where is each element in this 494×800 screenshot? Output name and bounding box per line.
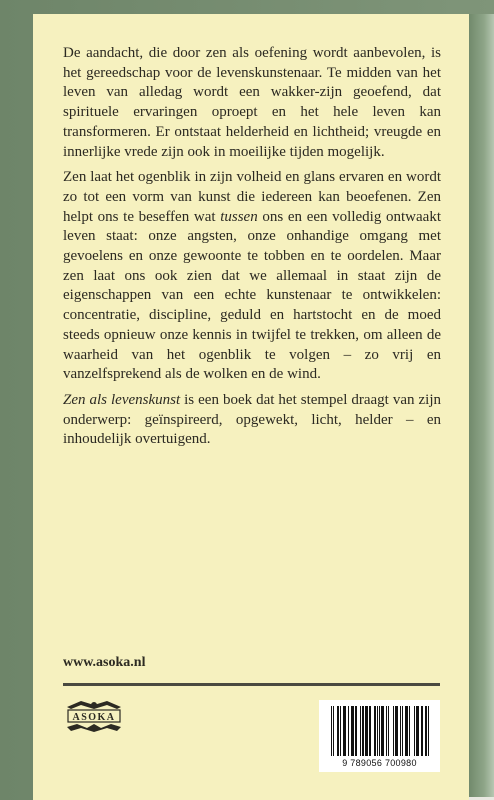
barcode-bar (365, 706, 366, 756)
barcode-bar (352, 706, 353, 756)
barcode-bar (344, 706, 345, 756)
isbn-barcode (319, 700, 440, 772)
divider-rule (63, 683, 440, 686)
barcode-bar (379, 706, 380, 756)
barcode-bar (353, 706, 354, 756)
barcode-bar (362, 706, 363, 756)
publisher-logo (63, 697, 125, 735)
barcode-bar (370, 706, 371, 756)
barcode-bar (351, 706, 352, 756)
barcode-bar (397, 706, 398, 756)
asoka-logo-icon (63, 697, 125, 735)
barcode-bars (319, 700, 440, 758)
barcode-bar (367, 706, 368, 756)
barcode-bar (426, 706, 427, 756)
barcode-bar (369, 706, 370, 756)
barcode-bar (338, 706, 339, 756)
barcode-bar (416, 706, 417, 756)
barcode-bar (337, 706, 338, 756)
barcode-bar (356, 706, 357, 756)
barcode-bar (409, 706, 410, 756)
barcode-bar (382, 706, 383, 756)
barcode-bar (428, 706, 429, 756)
barcode-bar (374, 706, 375, 756)
barcode-bar (333, 706, 334, 756)
barcode-bar (418, 706, 419, 756)
barcode-bar (388, 706, 389, 756)
barcode-bar (360, 706, 361, 756)
emphasis-word: tussen (220, 208, 258, 225)
barcode-bar (375, 706, 376, 756)
barcode-bar (395, 706, 396, 756)
barcode-bar (400, 706, 401, 756)
barcode-bar (366, 706, 367, 756)
isbn-number: 9 789056 700980 (342, 758, 417, 768)
barcode-bar (405, 706, 406, 756)
book-spine-edge (469, 14, 494, 800)
barcode-bar (417, 706, 418, 756)
barcode-bar (377, 706, 378, 756)
barcode-bar (363, 706, 364, 756)
logo-wordmark: ASOKA (72, 712, 116, 723)
barcode-bar (386, 706, 387, 756)
barcode-bar (393, 706, 394, 756)
barcode-bar (331, 706, 332, 756)
barcode-bar (422, 706, 423, 756)
blurb-paragraph-3: Zen als levenskunst is een boek dat het stempel draagt van zijn onderwerp: geïnspireerd, opgewekt, licht, helder – en inhoudelijk overtuigend. (63, 391, 441, 448)
blurb-paragraph-1: De aandacht, die door zen als oefening wordt aanbevolen, is het gereedschap voor de levenskunstenaar. Te midden van het leven van alledag wordt een wakker-zijn geoefend, dat spirituele ervaringen oproept en het hele leven kan transformeren. Er ontstaat helderheid en lichtheid; vreugde en innerlijke vrede zijn ook in moeilijke tijden mogelijk. (63, 45, 441, 160)
barcode-bar (425, 706, 426, 756)
barcode-bar (348, 706, 349, 756)
barcode-bar (345, 706, 346, 756)
blurb-text (63, 44, 441, 450)
barcode-bar (343, 706, 344, 756)
barcode-bar (381, 706, 382, 756)
barcode-bar (402, 706, 403, 756)
barcode-bar (355, 706, 356, 756)
barcode-bar (406, 706, 407, 756)
barcode-bar (396, 706, 397, 756)
publisher-website: www.asoka.nl (63, 655, 146, 670)
barcode-bar (421, 706, 422, 756)
barcode-bar (340, 706, 341, 756)
barcode-bar (414, 706, 415, 756)
barcode-bar (407, 706, 408, 756)
blurb-paragraph-2: Zen laat het ogenblik in zijn volheid en glans ervaren en wordt zo tot een vorm van kunst die iedereen kan beoefenen. Zen helpt ons te beseffen wat tussen ons en een volledig ontwaakt leven staat: onze angsten, onze onhandige omgang met gevoelens en onze gewoonte te tobben en te oordelen. Maar zen laat ons ook zien dat we allemaal in staat zijn de eigenschappen van een echte kunstenaar te ontwikkelen: concentratie, discipline, geduld en hartstocht en de moed steeds opnieuw onze kennis in twijfel te trekken, om alleen de waarheid van het ogenblik te volgen – zo vrij en vanzelfsprekend als de wolken en de wind. (63, 169, 441, 383)
book-title-italic: Zen als levenskunst (63, 391, 181, 408)
barcode-bar (383, 706, 384, 756)
